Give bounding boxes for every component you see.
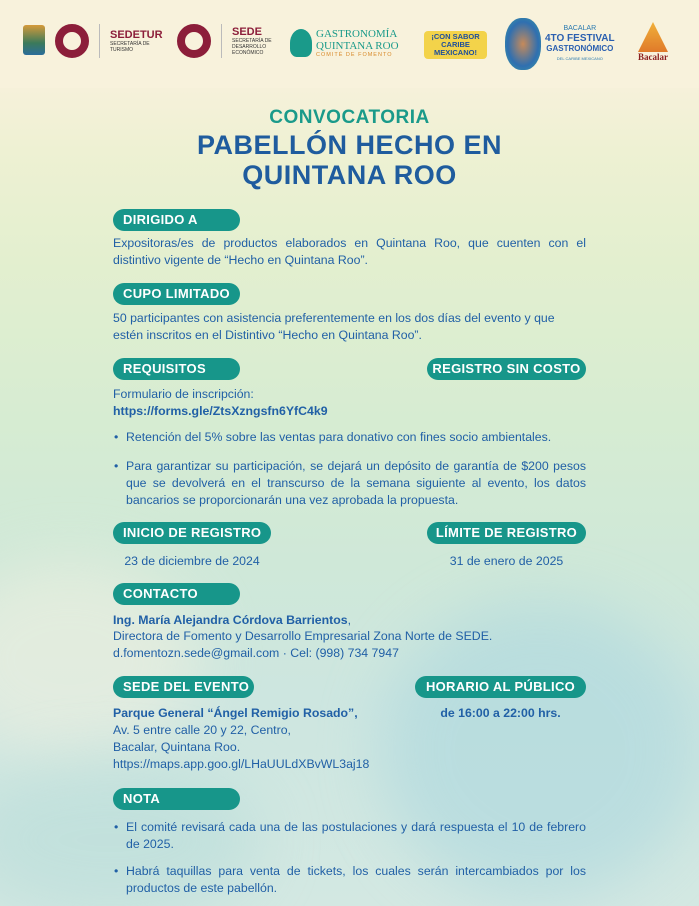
gastronomia-icon xyxy=(290,29,312,57)
title-line-1: PABELLÓN HECHO EN xyxy=(196,130,502,160)
gastronomia-subtitle: COMITÉ DE FOMENTO xyxy=(316,52,393,58)
sede-logo xyxy=(177,24,282,58)
sede-title: SEDE xyxy=(232,26,262,38)
festival-logo xyxy=(505,18,615,70)
con-sabor-title: ¡CON SABOR CARIBE MEXICANO! xyxy=(431,32,480,57)
sede-place: Parque General “Ángel Remigio Rosado”, xyxy=(113,706,358,720)
form-label: Formulario de inscripción: xyxy=(113,387,254,401)
contacto-label: CONTACTO xyxy=(113,583,240,605)
kicker: CONVOCATORIA xyxy=(269,107,430,128)
contact-info: d.fomentozn.sede@gmail.com · Cel: (998) 734 7947 xyxy=(113,646,399,660)
horario-text: de 16:00 a 22:00 hrs. xyxy=(440,706,561,720)
title-line-2: QUINTANA ROO xyxy=(242,160,457,190)
page-title xyxy=(0,130,699,190)
dirigido-text: Expositoras/es de productos elaborados en Quintana Roo, que cuenten con el distintivo vigente de “Hecho en Quintana Roo”. xyxy=(113,236,586,267)
contact-role: Directora de Fomento y Desarrollo Empresarial Zona Norte de SEDE. xyxy=(113,629,493,643)
contact-email[interactable]: d.fomentozn.sede@gmail.com xyxy=(113,646,280,660)
horario-label: HORARIO AL PÚBLICO xyxy=(415,676,586,698)
logo-header xyxy=(0,0,699,88)
cupo-label: CUPO LIMITADO xyxy=(113,283,240,305)
sedetur-title: SEDETUR xyxy=(110,29,163,41)
requisito-bullet: • Retención del 5% sobre las ventas para donativo con fines socio ambientales. xyxy=(113,429,586,446)
inicio-registro-label: INICIO DE REGISTRO xyxy=(113,522,271,544)
festival-line4: DEL CARIBE MEXICANO xyxy=(556,56,603,61)
festival-illustration xyxy=(505,18,541,70)
festival-line1: BACALAR xyxy=(563,25,597,32)
limite-date: 31 de enero de 2025 xyxy=(449,554,564,568)
con-sabor-caribe-logo xyxy=(424,31,487,59)
form-link[interactable]: https://forms.gle/ZtsXzngsfn6YfC4k9 xyxy=(113,404,328,418)
festival-line3: GASTRONÓMICO xyxy=(546,44,614,53)
sede-address-1: Av. 5 entre calle 20 y 22, Centro, xyxy=(113,723,291,737)
limite-registro-label: LÍMITE DE REGISTRO xyxy=(427,522,586,544)
contact-phone: Cel: (998) 734 7947 xyxy=(290,646,399,660)
state-seal-logo xyxy=(23,25,45,55)
requisitos-label: REQUISITOS xyxy=(113,358,240,380)
inicio-date: 23 de diciembre de 2024 xyxy=(124,554,260,568)
nota-bullet: • Habrá taquillas para venta de tickets, los cuales serán intercambiados por los productos de este pabellón. xyxy=(113,863,586,897)
dirigido-label: DIRIGIDO A xyxy=(113,209,240,231)
sede-address-2: Bacalar, Quintana Roo. xyxy=(113,740,241,754)
sedetur-logo xyxy=(55,24,163,58)
gastronomia-logo xyxy=(290,28,401,58)
contact-name-line: Ing. María Alejandra Córdova Barrientos, xyxy=(113,613,352,627)
gastronomia-title: GASTRONOMÍA QUINTANA ROO xyxy=(316,28,399,52)
cupo-text: 50 participantes con asistencia preferentemente en los dos días del evento y que estén inscritos en el Distintivo “Hecho en Quintana Roo”. xyxy=(113,311,555,342)
contact-name: Ing. María Alejandra Córdova Barrientos xyxy=(113,613,348,627)
bacalar-title: Bacalar xyxy=(638,52,668,62)
nota-label: NOTA xyxy=(113,788,240,810)
registro-sin-costo-badge: REGISTRO SIN COSTO xyxy=(427,358,586,380)
nota-bullet: • El comité revisará cada una de las postulaciones y dará respuesta el 10 de febrero de 2025. xyxy=(113,819,586,853)
map-link[interactable]: https://maps.app.goo.gl/LHaUULdXBvWL3aj18 xyxy=(113,757,370,771)
sedetur-subtitle: SECRETARÍA DE TURISMO xyxy=(110,41,150,53)
sede-label: SEDE DEL EVENTO xyxy=(113,676,254,698)
sede-subtitle: SECRETARÍA DE DESARROLLO ECONÓMICO xyxy=(232,38,272,56)
bacalar-logo xyxy=(638,22,668,62)
requisito-bullet: • Para garantizar su participación, se dejará un depósito de garantía de $200 pesos que se devolverá en el transcurso de la semana siguiente al evento, los datos bancarios se proporcionarán una vez aprobada la propuesta. xyxy=(113,458,586,509)
festival-line2: 4TO FESTIVAL xyxy=(545,33,615,44)
